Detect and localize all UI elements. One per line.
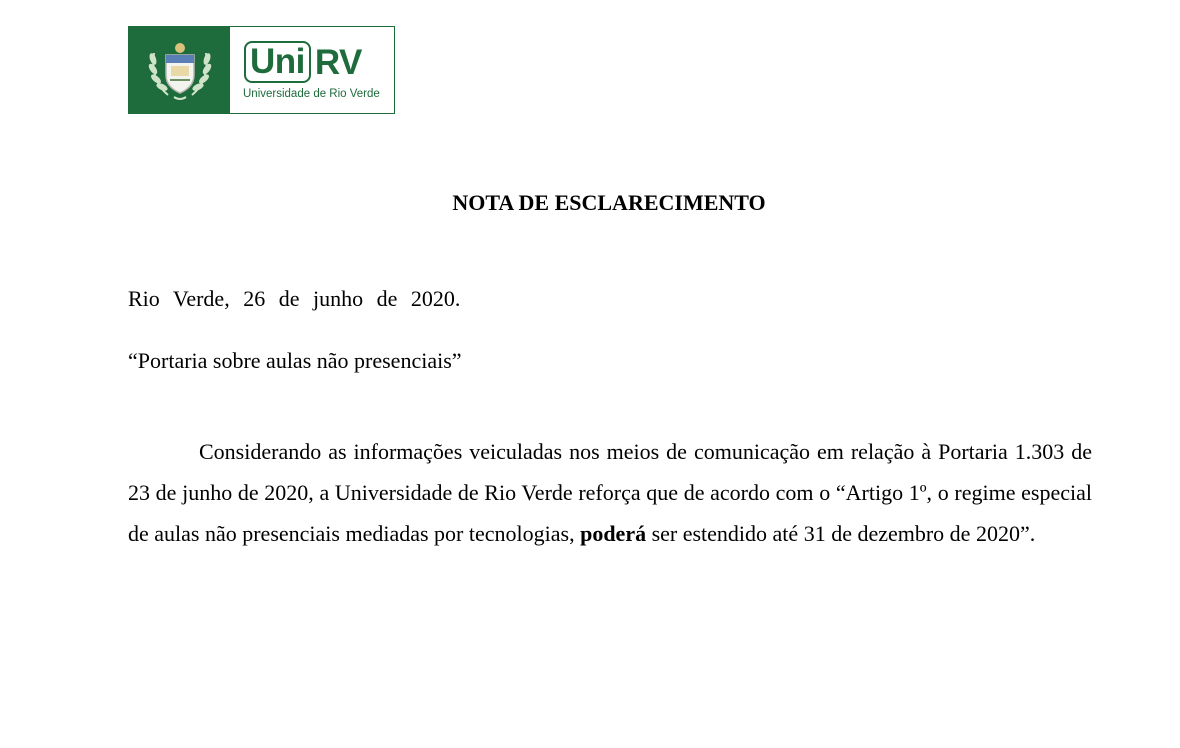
logo-wordmark bbox=[230, 27, 394, 113]
logo-rv-text: RV bbox=[314, 42, 362, 82]
date-line: Rio Verde, 26 de junho de 2020. bbox=[128, 286, 461, 311]
document-title: NOTA DE ESCLARECIMENTO bbox=[452, 190, 766, 215]
body-text-part1: Considerando as informações veiculadas nos meios de comunicação em relação à Portaria 1.303 de 23 de junho de 2020, a Universidade de Rio Verde reforça que de acordo com o “Artigo 1º, o regime especial de aulas não presenciais mediadas por tecnologias, bbox=[128, 439, 1092, 546]
body-text-part2: ser estendido até 31 de dezembro de 2020”. bbox=[646, 521, 1036, 546]
university-crest-icon bbox=[129, 27, 230, 113]
subject-line: “Portaria sobre aulas não presenciais” bbox=[128, 348, 462, 373]
body-text-bold: poderá bbox=[580, 521, 647, 546]
logo-uni-text: Uni bbox=[244, 41, 311, 83]
body-paragraph bbox=[128, 431, 1092, 554]
logo-subtitle: Universidade de Rio Verde bbox=[243, 88, 380, 100]
logo-word bbox=[244, 41, 362, 83]
unirv-logo bbox=[128, 26, 395, 114]
